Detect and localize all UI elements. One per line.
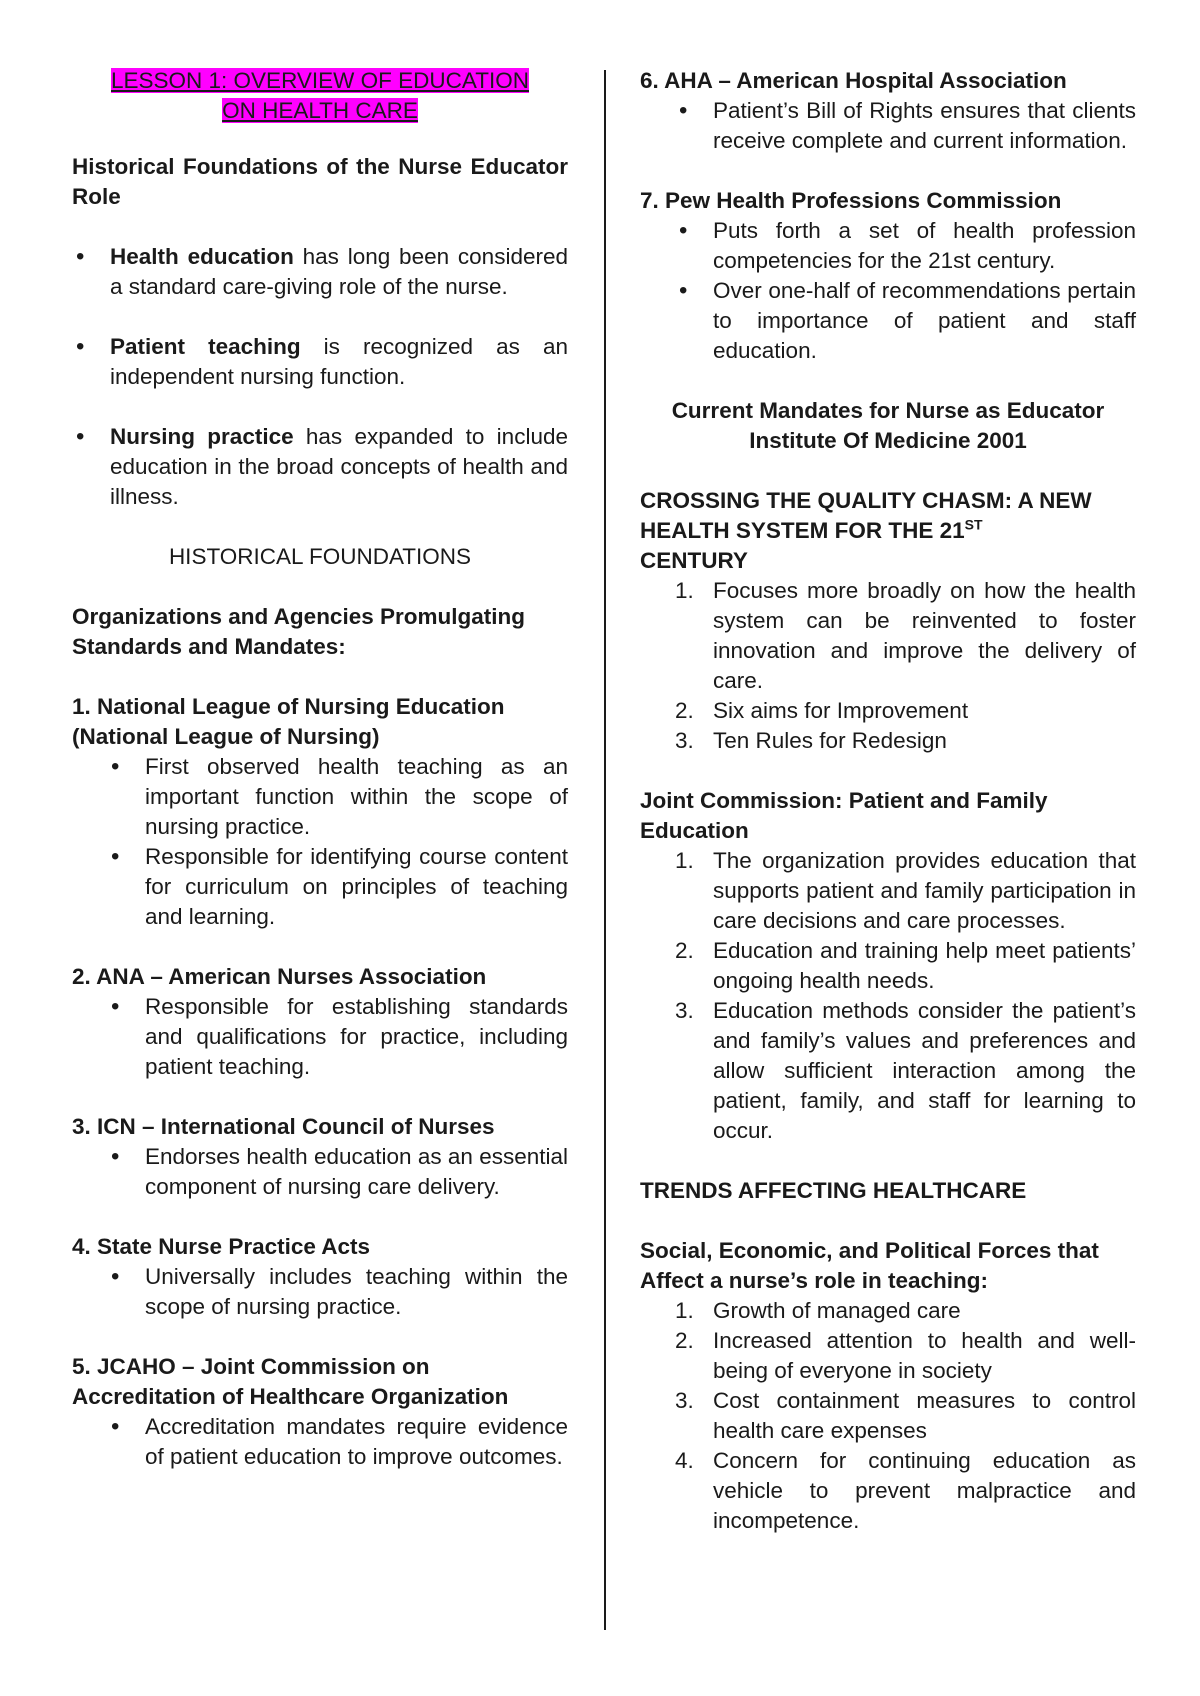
list-item bbox=[675, 996, 1136, 1146]
item-number: 3. bbox=[675, 728, 694, 753]
joint-commission-list bbox=[640, 846, 1136, 1146]
chasm-heading bbox=[640, 486, 1136, 576]
trends-heading: TRENDS AFFECTING HEALTHCARE bbox=[640, 1178, 1027, 1203]
item-text: Focuses more broadly on how the health system can be reinvented to foster innovation and improve the delivery of care. bbox=[713, 578, 1136, 693]
list-item bbox=[110, 332, 568, 392]
forces-heading: Social, Economic, and Political Forces that Affect a nurse’s role in teaching: bbox=[640, 1238, 1099, 1293]
item-number: 1. bbox=[675, 848, 694, 873]
historical-role-heading: Historical Foundations of the Nurse Educator Role bbox=[72, 154, 568, 209]
list-item bbox=[110, 422, 568, 512]
list-item bbox=[675, 936, 1136, 996]
historical-foundations-heading: HISTORICAL FOUNDATIONS bbox=[168, 544, 472, 569]
item-text: Six aims for Improvement bbox=[713, 698, 969, 723]
org1-bullets bbox=[72, 752, 568, 932]
org5-title: 5. JCAHO – Joint Commission on Accreditation of Healthcare Organization bbox=[72, 1354, 509, 1409]
item-text: Concern for continuing education as vehicle to prevent malpractice and incompetence. bbox=[713, 1448, 1136, 1533]
item-text: Growth of managed care bbox=[713, 1298, 961, 1323]
org6-title: 6. AHA – American Hospital Association bbox=[640, 68, 1067, 93]
forces-list bbox=[640, 1296, 1136, 1536]
column-divider bbox=[604, 70, 606, 1630]
bullet-text: has long been considered a standard care-giving role of the nurse. bbox=[110, 244, 568, 299]
list-item bbox=[675, 696, 1136, 726]
org4-bullets bbox=[72, 1262, 568, 1322]
right-column bbox=[640, 66, 1136, 1536]
lesson-title bbox=[72, 66, 568, 126]
list-item: • Puts forth a set of health profession competencies for the 21st century. bbox=[713, 216, 1136, 276]
org7-title: 7. Pew Health Professions Commission bbox=[640, 188, 1062, 213]
item-text: Cost containment measures to control health care expenses bbox=[713, 1388, 1136, 1443]
list-item bbox=[675, 1296, 1136, 1326]
item-text: Education methods consider the patient’s and family’s values and preferences and allow sufficient interaction among the patient, family, and staff for learning to occur. bbox=[713, 998, 1136, 1143]
list-item: • Over one-half of recommendations pertain to importance of patient and staff education. bbox=[713, 276, 1136, 366]
joint-commission-heading: Joint Commission: Patient and Family Education bbox=[640, 788, 1048, 843]
organizations-heading: Organizations and Agencies Promulgating Standards and Mandates: bbox=[72, 604, 525, 659]
org4-title: 4. State Nurse Practice Acts bbox=[72, 1234, 371, 1259]
list-item bbox=[675, 846, 1136, 936]
item-number: 2. bbox=[675, 698, 694, 723]
list-item: • Patient’s Bill of Rights ensures that clients receive complete and current information. bbox=[713, 96, 1136, 156]
list-item bbox=[675, 1446, 1136, 1536]
item-number: 4. bbox=[675, 1448, 694, 1473]
bullet-bold-text: Health education bbox=[110, 244, 294, 269]
item-number: 3. bbox=[675, 998, 694, 1023]
org5-bullets bbox=[72, 1412, 568, 1472]
item-number: 1. bbox=[675, 578, 694, 603]
item-text: Ten Rules for Redesign bbox=[713, 728, 947, 753]
lesson-title-line1: LESSON 1: OVERVIEW OF EDUCATION bbox=[111, 68, 529, 93]
mandates-heading bbox=[640, 396, 1136, 456]
bullet-text: has expanded to include education in the broad concepts of health and illness. bbox=[110, 424, 568, 509]
org3-bullets bbox=[72, 1142, 568, 1202]
list-item: • Universally includes teaching within the scope of nursing practice. bbox=[145, 1262, 568, 1322]
list-item: • Responsible for identifying course content for curriculum on principles of teaching and learning. bbox=[145, 842, 568, 932]
item-text: Increased attention to health and well-being of everyone in society bbox=[713, 1328, 1136, 1383]
mandates-line1: Current Mandates for Nurse as Educator bbox=[671, 398, 1105, 423]
list-item bbox=[675, 576, 1136, 696]
org7-bullets bbox=[640, 216, 1136, 366]
list-item bbox=[675, 1326, 1136, 1386]
org1-title: 1. National League of Nursing Education (National League of Nursing) bbox=[72, 694, 505, 749]
bullet-text: is recognized as an independent nursing function. bbox=[110, 334, 568, 389]
chasm-heading-text: CROSSING THE QUALITY CHASM: A NEW HEALTH SYSTEM FOR THE 21 bbox=[640, 488, 1092, 543]
lesson-title-line2: ON HEALTH CARE bbox=[222, 98, 418, 123]
list-item: • First observed health teaching as an important function within the scope of nursing practice. bbox=[145, 752, 568, 842]
list-item bbox=[675, 726, 1136, 756]
org3-title: 3. ICN – International Council of Nurses bbox=[72, 1114, 495, 1139]
list-item: • Responsible for establishing standards and qualifications for practice, including patient teaching. bbox=[145, 992, 568, 1082]
org2-bullets bbox=[72, 992, 568, 1082]
item-number: 3. bbox=[675, 1388, 694, 1413]
mandates-line2: Institute Of Medicine 2001 bbox=[749, 428, 1027, 453]
list-item bbox=[675, 1386, 1136, 1446]
list-item: • Endorses health education as an essential component of nursing care delivery. bbox=[145, 1142, 568, 1202]
item-text: The organization provides education that supports patient and family participation in care decisions and care processes. bbox=[713, 848, 1136, 933]
bullet-bold-text: Nursing practice bbox=[110, 424, 294, 449]
chasm-heading-end: CENTURY bbox=[640, 548, 748, 573]
chasm-superscript: ST bbox=[964, 516, 983, 533]
bullet-bold-text: Patient teaching bbox=[110, 334, 301, 359]
list-item: • Accreditation mandates require evidence of patient education to improve outcomes. bbox=[145, 1412, 568, 1472]
list-item bbox=[110, 242, 568, 302]
item-text: Education and training help meet patients’ ongoing health needs. bbox=[713, 938, 1136, 993]
intro-bullet-list bbox=[72, 242, 568, 512]
org6-bullets bbox=[640, 96, 1136, 156]
item-number: 1. bbox=[675, 1298, 694, 1323]
item-number: 2. bbox=[675, 1328, 694, 1353]
item-number: 2. bbox=[675, 938, 694, 963]
left-column bbox=[72, 66, 568, 1472]
org2-title: 2. ANA – American Nurses Association bbox=[72, 964, 487, 989]
chasm-list bbox=[640, 576, 1136, 756]
